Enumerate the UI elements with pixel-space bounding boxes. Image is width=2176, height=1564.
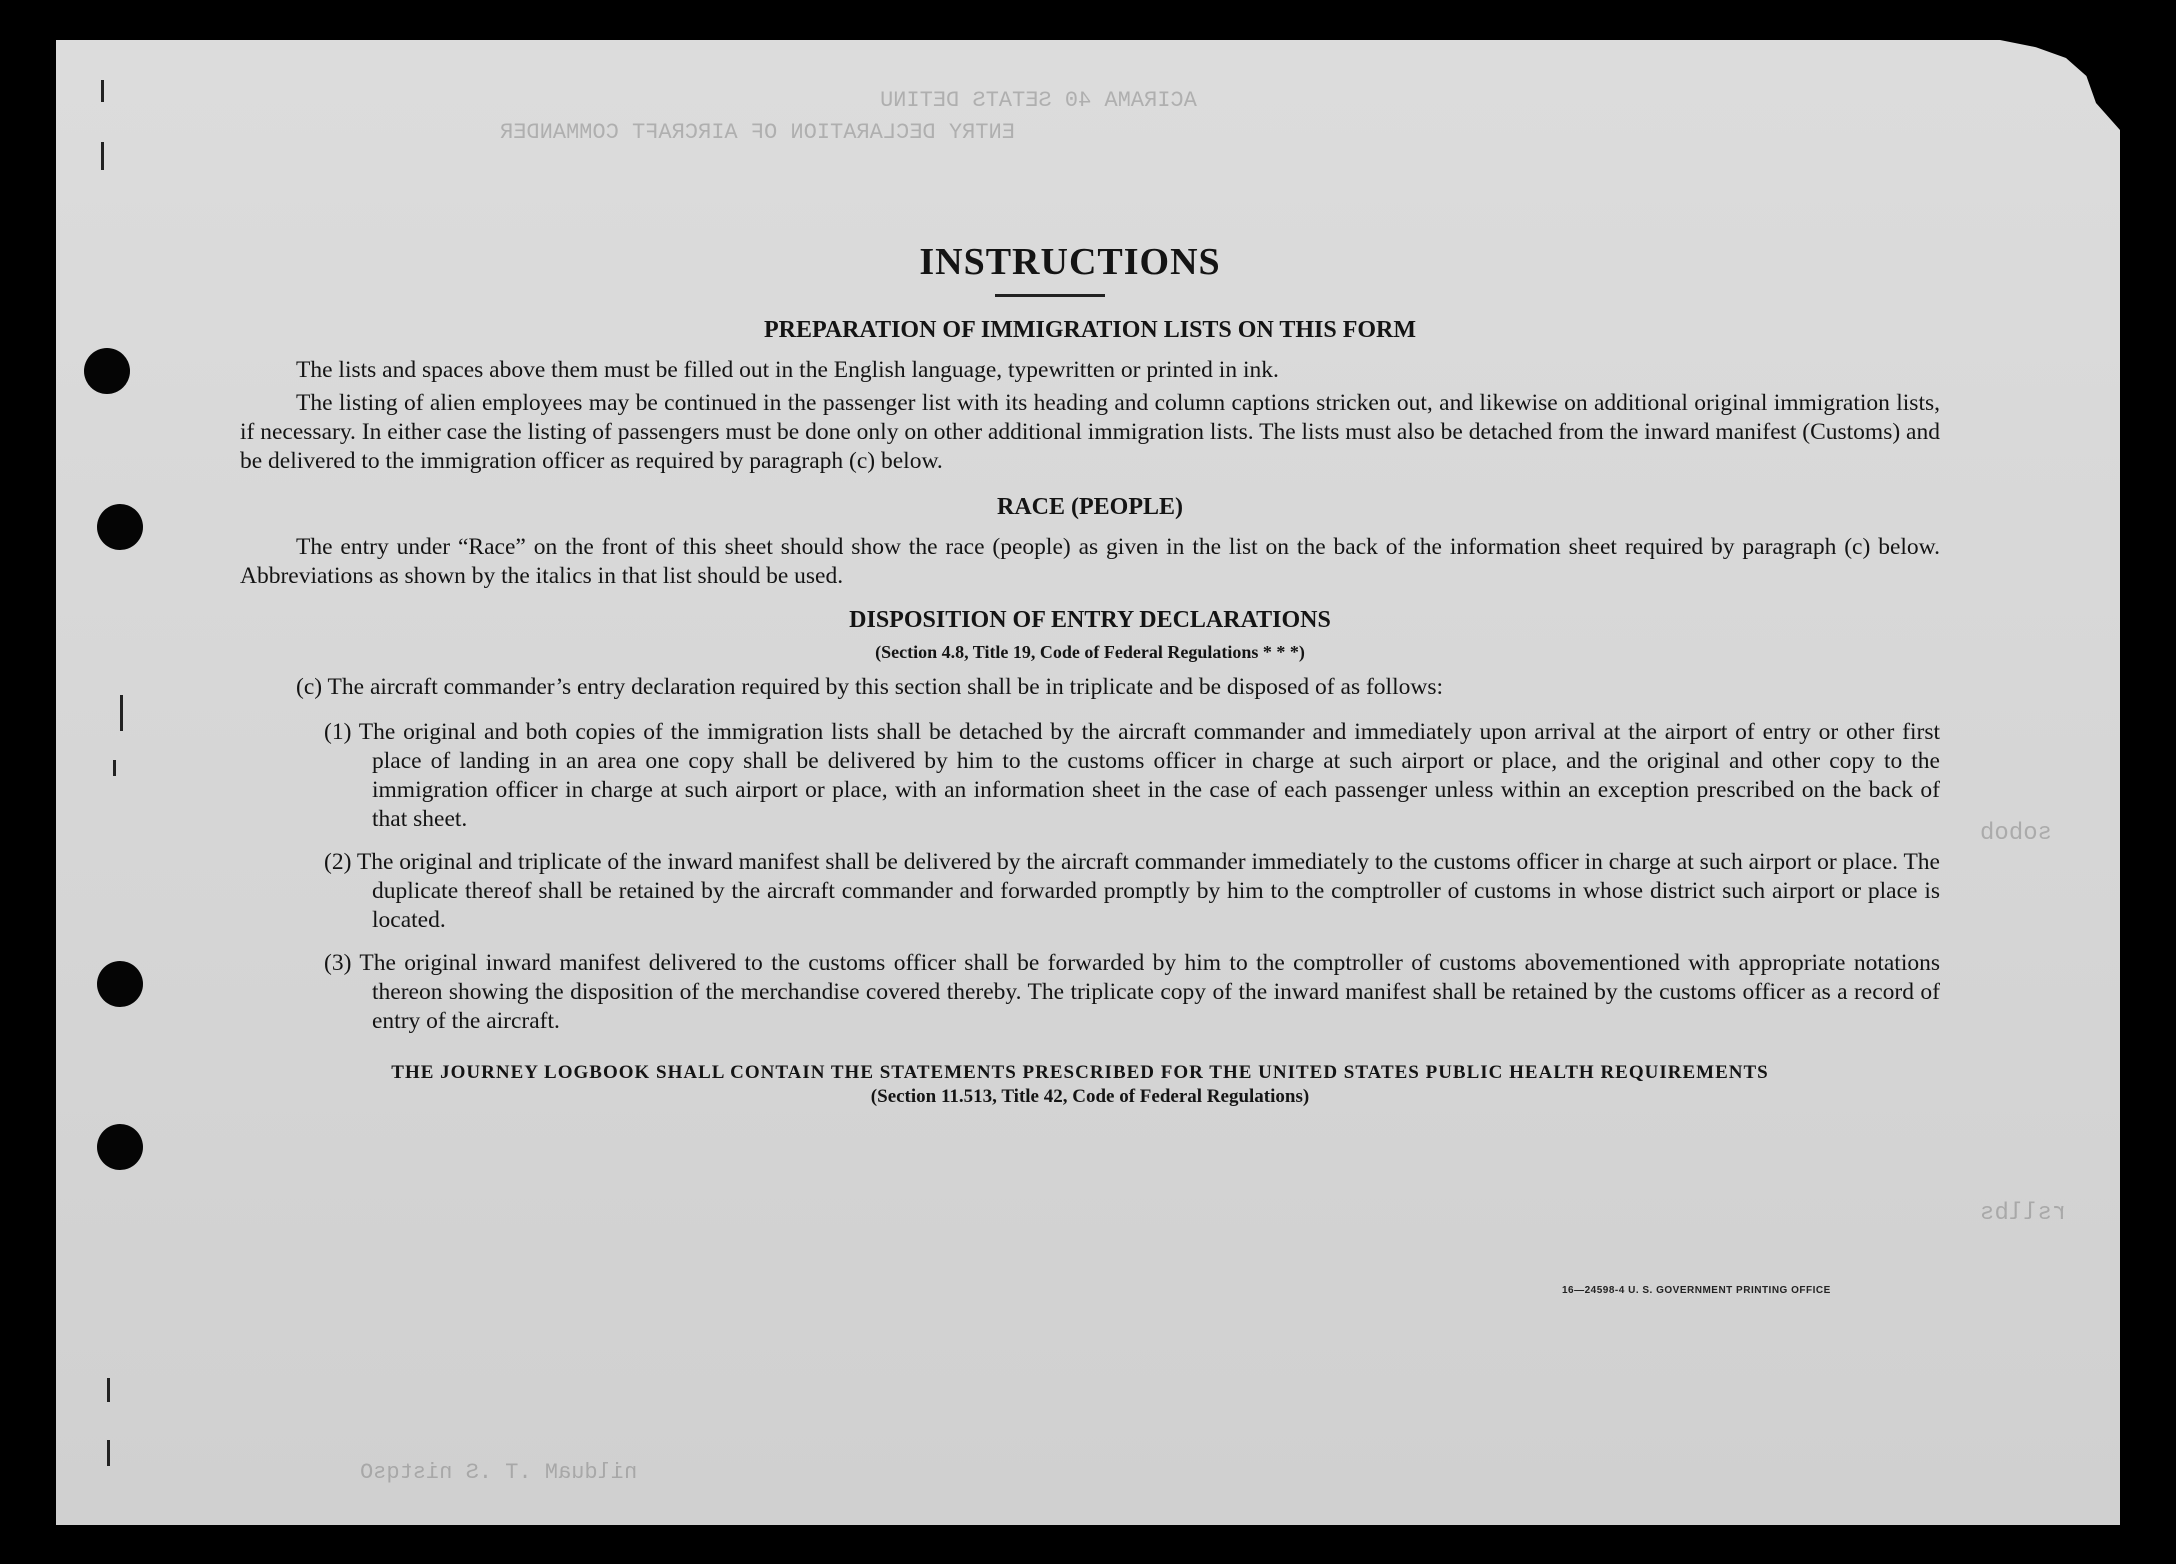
binder-hole-3: [97, 961, 143, 1007]
bleed-through-text: ACIRAMA 40 SETATS DETINU: [880, 88, 1197, 113]
bleed-through-text: rsllbs: [1980, 1200, 2067, 1227]
section-heading-preparation: PREPARATION OF IMMIGRATION LISTS ON THIS FORM: [763, 317, 1417, 343]
document-title: INSTRUCTIONS: [919, 241, 1221, 283]
paragraph-alien-employees: The listing of alien employees may be continued in the passenger list with its heading and column captions stricken out, and likewise on additional original immigration lists, if necessary. In either case the listing of passengers must be done only on other additional immigration lists. The lists must also be detached from the inward manifest (Customs) and be delivered to the immigration officer as required by paragraph (c) below.: [240, 390, 1940, 474]
margin-mark: [101, 142, 104, 170]
margin-mark: [107, 1440, 110, 1466]
paragraph-race-entry: The entry under “Race” on the front of this sheet should show the race (people) as given in the list on the back of the information sheet required by paragraph (c) below. Abbreviations as shown by the italics in that list should be used.: [240, 534, 1940, 589]
section-heading-disposition: DISPOSITION OF ENTRY DECLARATIONS: [849, 607, 1331, 633]
section-heading-race: RACE (PEOPLE): [997, 494, 1183, 520]
paragraph-english-language: The lists and spaces above them must be filled out in the English language, typewritten or printed in ink.: [296, 357, 1279, 383]
bleed-through-text: nilduaM .T .S nistqsO: [360, 1460, 638, 1485]
margin-mark: [120, 695, 123, 731]
section-citation: (Section 4.8, Title 19, Code of Federal Regulations * * *): [875, 642, 1305, 662]
margin-mark: [101, 80, 104, 102]
list-item-3: (3) The original inward manifest delivered to the customs officer shall be forwarded by him to the comptroller of customs abovementioned with appropriate notations thereon showing the disposition of the merchandise covered thereby. The triplicate copy of the inward manifest shall be retained by the customs officer as a record of entry of the aircraft.: [324, 950, 1940, 1034]
binder-hole-1: [84, 348, 130, 394]
margin-mark: [107, 1378, 110, 1402]
paragraph-c-intro: (c) The aircraft commander’s entry declaration required by this section shall be in triplicate and be disposed of as follows:: [296, 674, 1443, 700]
binder-hole-4: [97, 1124, 143, 1170]
printer-mark: 16—24598-4 U. S. GOVERNMENT PRINTING OFFICE: [1562, 1285, 1831, 1296]
bleed-through-text: sobob: [1980, 820, 2053, 847]
list-item-1: (1) The original and both copies of the immigration lists shall be detached by the aircraft commander and immediately upon arrival at the airport of entry or other first place of landing in an area one copy shall be delivered by him to the customs officer in charge at such airport or place, and the original and other copy to the immigration officer in charge at such airport or place, with an information sheet in the case of each passenger unless within an exception prescribed on the back of that sheet.: [324, 719, 1940, 832]
title-underline: [995, 294, 1105, 297]
list-item-2: (2) The original and triplicate of the inward manifest shall be delivered by the aircraft commander immediately to the customs officer in charge at such airport or place. The duplicate thereof shall be retained by the aircraft commander and forwarded promptly by him to the comptroller of customs in whose district such airport or place is located.: [324, 849, 1940, 933]
footer-citation: (Section 11.513, Title 42, Code of Federal Regulations): [870, 1086, 1310, 1107]
margin-mark: [113, 760, 116, 776]
binder-hole-2: [97, 504, 143, 550]
bleed-through-text: ENTRY DECLARATION OF AIRCRAFT COMMANDER: [500, 120, 1015, 145]
footer-requirement: THE JOURNEY LOGBOOK SHALL CONTAIN THE STATEMENTS PRESCRIBED FOR THE UNITED STATES PUBLIC HEALTH REQUIREMENTS: [391, 1062, 1769, 1083]
instructions-document: [240, 240, 1940, 1108]
torn-corner: [2000, 40, 2120, 130]
